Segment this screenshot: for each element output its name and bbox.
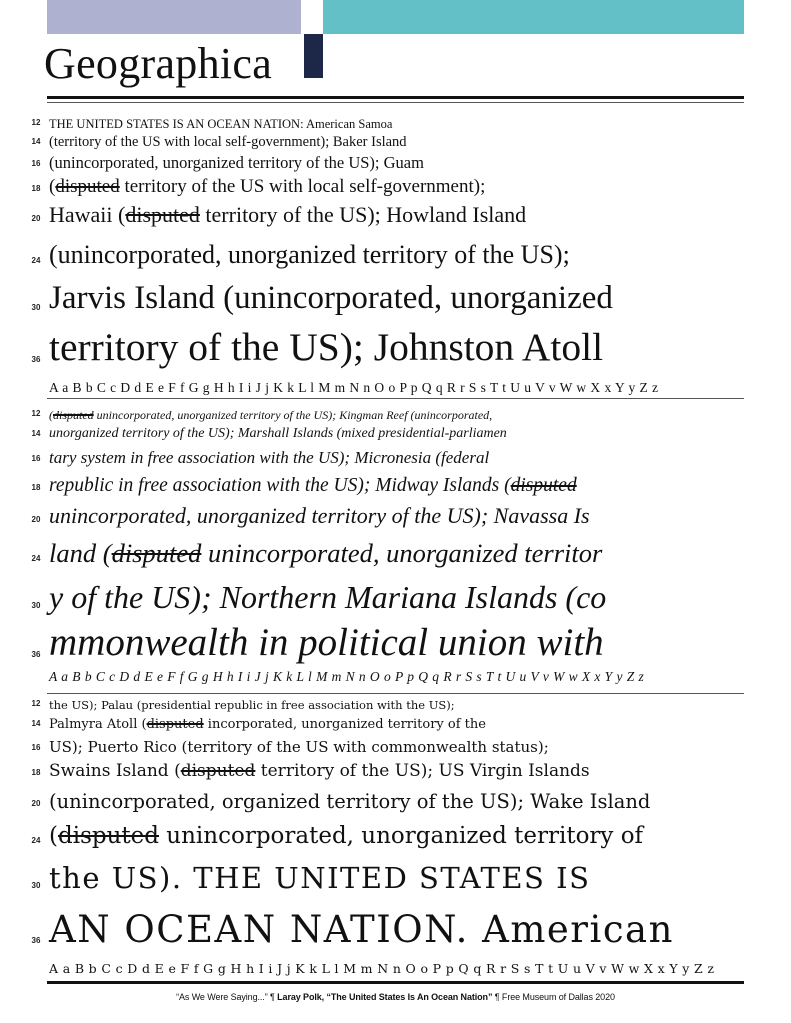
point-size-label: 16 [31,454,41,463]
point-size-label: 14 [31,137,41,146]
header-navy-block [304,34,323,78]
specimen-line [0,324,791,369]
specimen-text [49,861,591,895]
alphabet-specimen: A a B b C c D d E e F f G g H h I i J j K k L l M m N n O o P p Q q R r S s T t U u V v W w X x Y y Z z [49,669,645,684]
text-run: THE UNITED STATES IS AN OCEAN NATION: American Samoa [49,116,393,131]
point-size-label: 12 [31,699,41,708]
text-run: AN OCEAN NATION. American [49,908,674,951]
page-title: Geographica [44,39,273,88]
text-run: the US); Palau (presidential republic in free association with the US); [49,697,455,712]
text-run: incorporated, unorganized territory of the [203,717,486,732]
text-run: y of the US); Northern Mariana Islands (co [49,579,607,615]
point-size-label: 16 [31,159,41,168]
specimen-line [0,853,791,893]
text-run: republic in free association with the US); Midway Islands ( [49,474,511,496]
footer-credit [0,992,791,1002]
point-size-label: 18 [31,483,41,492]
strikethrough-text: disputed [146,717,204,732]
text-run: unincorporated, unorganized territory of the US); Navassa Is [49,503,590,528]
specimen-text [49,908,674,951]
specimen-text [49,825,643,848]
specimen-text [49,324,604,369]
footer-separator: ¶ [492,992,502,1002]
point-size-label: 30 [31,601,41,610]
point-size-label: 18 [31,768,41,777]
text-run: (unincorporated, organized territory of the US); Wake Island [49,789,651,813]
specimen-line [0,573,791,613]
point-size-label: 16 [31,743,41,752]
specimen-text [49,581,606,613]
point-size-label: 24 [31,836,41,845]
text-run: Jarvis Island (unincorporated, unorganized [49,280,613,316]
specimen-line [0,275,791,315]
text-run: tary system in free association with the US); Micronesia (federal [49,448,490,467]
specimen-line [0,808,791,848]
footer-source: Free Museum of Dallas 2020 [501,992,615,1002]
point-size-label: 20 [31,515,41,524]
header-lavender-block [47,0,301,34]
text-run: unincorporated, unorganized territory of [158,823,644,849]
section-divider [47,398,744,399]
strikethrough-text: disputed [180,761,256,781]
text-run: unincorporated, unorganized territory of the US); Kingman Reef (unincorporated, [93,408,493,422]
text-run: unorganized territory of the US); Marshall Islands (mixed presidential-parliamen [49,426,507,441]
specimen-text [49,282,613,315]
point-size-label: 20 [31,214,41,223]
text-run: territory of the US); Howland Island [199,202,527,227]
text-run: Hawaii ( [49,202,126,227]
specimen-line [0,487,791,527]
text-run: territory of the US); Johnston Atoll [49,324,604,369]
header-teal-block [323,0,744,34]
specimen-line [0,186,791,226]
footer-author-title: Laray Polk, “The United States Is An Ocean Nation” [277,992,493,1002]
point-size-label: 12 [31,409,41,418]
strikethrough-text: disputed [55,176,120,197]
text-run: ( [49,408,53,422]
specimen-text [49,242,570,268]
point-size-label: 30 [31,881,41,890]
point-size-label: 14 [31,719,41,728]
point-size-label: 36 [31,355,41,364]
text-run: US); Puerto Rico (territory of the US with commonwealth status); [49,738,549,756]
specimen-line [0,526,791,566]
point-size-label: 36 [31,650,41,659]
point-size-label: 18 [31,184,41,193]
specimen-text [49,505,590,527]
point-size-label: 12 [31,118,41,127]
strikethrough-text: disputed [111,537,202,568]
point-size-label: 14 [31,429,41,438]
text-run: (unincorporated, unorganized territory of the US); Guam [49,152,424,172]
alphabet-specimen: A a B b C c D d E e F f G g H h I i J j K k L l M m N n O o P p Q q R r S s T t U u V v W w X x Y y Z z [49,380,659,395]
text-run: ( [49,176,56,197]
text-run: (unincorporated, unorganized territory of the US); [49,240,570,269]
text-run: territory of the US); US Virgin Islands [255,761,590,781]
text-run: Swains Island ( [49,761,181,781]
specimen-line [0,622,791,662]
footer-rule [47,981,744,984]
footer-separator: ¶ [267,992,278,1002]
point-size-label: 20 [31,799,41,808]
text-run: mmonwealth in political union with [49,621,604,664]
point-size-label: 24 [31,554,41,563]
strikethrough-text: disputed [53,408,94,422]
text-run: ( [49,823,58,849]
text-run: (territory of the US with local self-government); Baker Island [49,133,407,150]
strikethrough-text: disputed [57,823,159,849]
specimen-text [49,204,526,226]
strikethrough-text: disputed [510,474,577,496]
point-size-label: 24 [31,256,41,265]
alphabet-specimen: A a B b C c D d E e F f G g H h I i J j K k L l M m N n O o P p Q q R r S s T t U u V v W w X x Y y Z z [49,961,715,976]
specimen-text [49,623,604,662]
strikethrough-text: disputed [125,202,200,227]
footer-quote: “As We Were Saying...” [176,992,268,1002]
text-run: land ( [49,537,112,568]
specimen-line [0,228,791,268]
section-divider [47,693,744,694]
text-run: the US). THE UNITED STATES IS [49,861,591,895]
specimen-text [49,537,603,568]
text-run: unincorporated, unorganized territor [201,537,603,568]
text-run: territory of the US with local self-government); [119,176,486,197]
specimen-line [0,908,791,951]
point-size-label: 36 [31,936,41,945]
point-size-label: 30 [31,303,41,312]
text-run: Palmyra Atoll ( [49,717,147,732]
specimen-line [0,771,791,811]
